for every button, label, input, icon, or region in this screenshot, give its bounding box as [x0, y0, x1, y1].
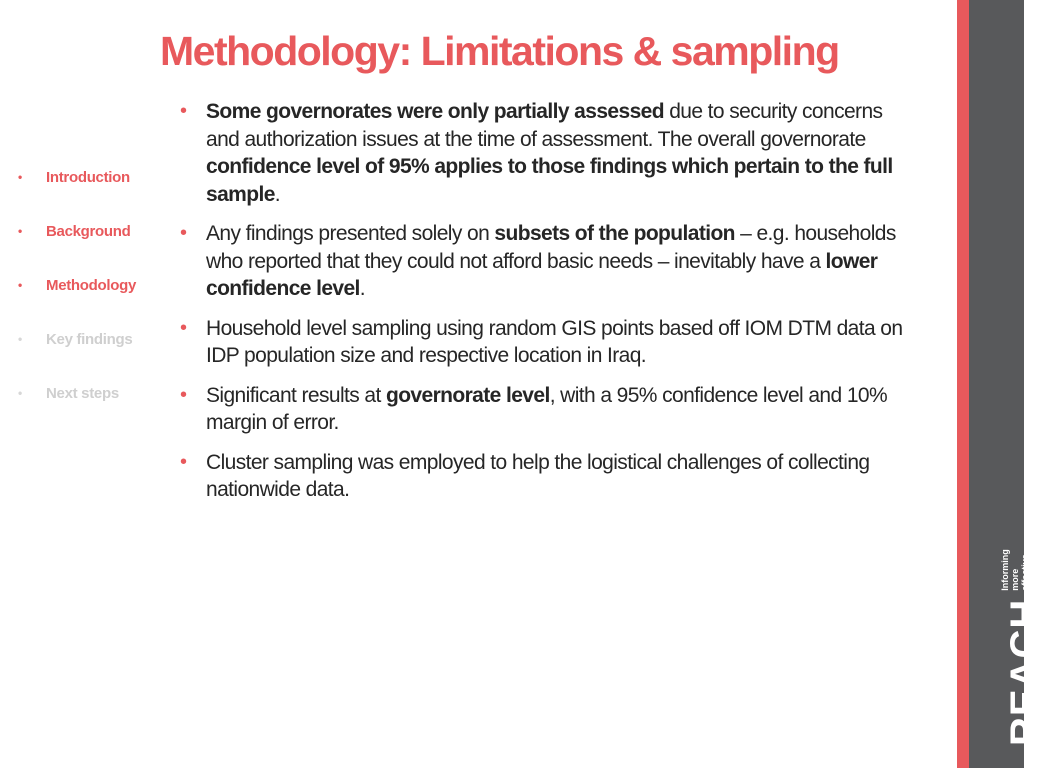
nav-item-label: Next steps: [46, 384, 119, 402]
logo-wordmark: REACH: [1002, 598, 1047, 746]
bullet-icon: •: [180, 450, 187, 473]
bullet-text: , with a 95% confidence level and 10% margin of error.: [206, 383, 888, 434]
bullet-text: – e.g. households who reported that they could not afford basic needs – inevitably have a: [206, 222, 896, 273]
nav-item-next-steps[interactable]: [18, 366, 158, 420]
reach-logo: [1000, 536, 1050, 746]
logo-tagline-line: Informing: [1000, 549, 1010, 591]
bullet-item: [180, 220, 910, 303]
bullet-icon: •: [180, 316, 187, 339]
section-nav: [18, 150, 158, 420]
bullet-icon: •: [18, 278, 22, 292]
bullet-text: Cluster sampling was employed to help the logistical challenges of collecting nationwide data.: [206, 450, 870, 501]
bullet-text-bold: governorate level: [385, 383, 550, 407]
logo-tagline: [1000, 534, 1050, 591]
bullet-icon: •: [18, 224, 22, 238]
bullet-text: Household level sampling using random GIS points based off IOM DTM data on IDP population size and respective location in Iraq.: [206, 316, 903, 367]
logo-tagline-line: more effective: [1010, 554, 1030, 591]
bullet-text-bold: Some governorates were only partially assessed: [206, 100, 664, 123]
nav-item-methodology[interactable]: [18, 258, 158, 312]
brand-accent-stripe: [957, 0, 969, 768]
bullet-text: .: [274, 182, 281, 206]
bullet-text-bold: confidence level of 95% applies to those findings which pertain to the full sample: [206, 155, 893, 206]
bullet-item: [180, 449, 910, 504]
bullet-icon: •: [180, 222, 187, 244]
bullet-text: Any findings presented solely on: [206, 222, 495, 245]
bullet-icon: •: [180, 100, 187, 122]
nav-item-background[interactable]: [18, 204, 158, 258]
bullet-icon: •: [18, 332, 22, 346]
bullet-icon: •: [18, 170, 22, 184]
nav-item-label: Introduction: [46, 168, 130, 186]
bullet-icon: •: [180, 383, 187, 406]
nav-item-introduction[interactable]: [18, 150, 158, 204]
nav-item-label: Key findings: [46, 330, 133, 348]
nav-item-label: Background: [46, 222, 131, 240]
logo-tagline-line: humanitarian action: [1030, 534, 1050, 591]
bullet-list: [180, 98, 910, 516]
bullet-text-bold: lower confidence level: [206, 249, 878, 300]
slide-title: Methodology: Limitations & sampling: [160, 28, 839, 74]
nav-item-label: Methodology: [46, 276, 137, 294]
bullet-text: Significant results at: [206, 383, 386, 407]
bullet-item: [180, 382, 910, 437]
bullet-icon: •: [18, 386, 22, 400]
bullet-item: [180, 315, 910, 370]
bullet-text-bold: subsets of the population: [494, 222, 735, 245]
bullet-item: [180, 98, 910, 208]
nav-item-key-findings[interactable]: [18, 312, 158, 366]
bullet-text: due to security concerns and authorization issues at the time of assessment. The overall governorate: [206, 100, 883, 151]
bullet-text: .: [359, 277, 366, 300]
